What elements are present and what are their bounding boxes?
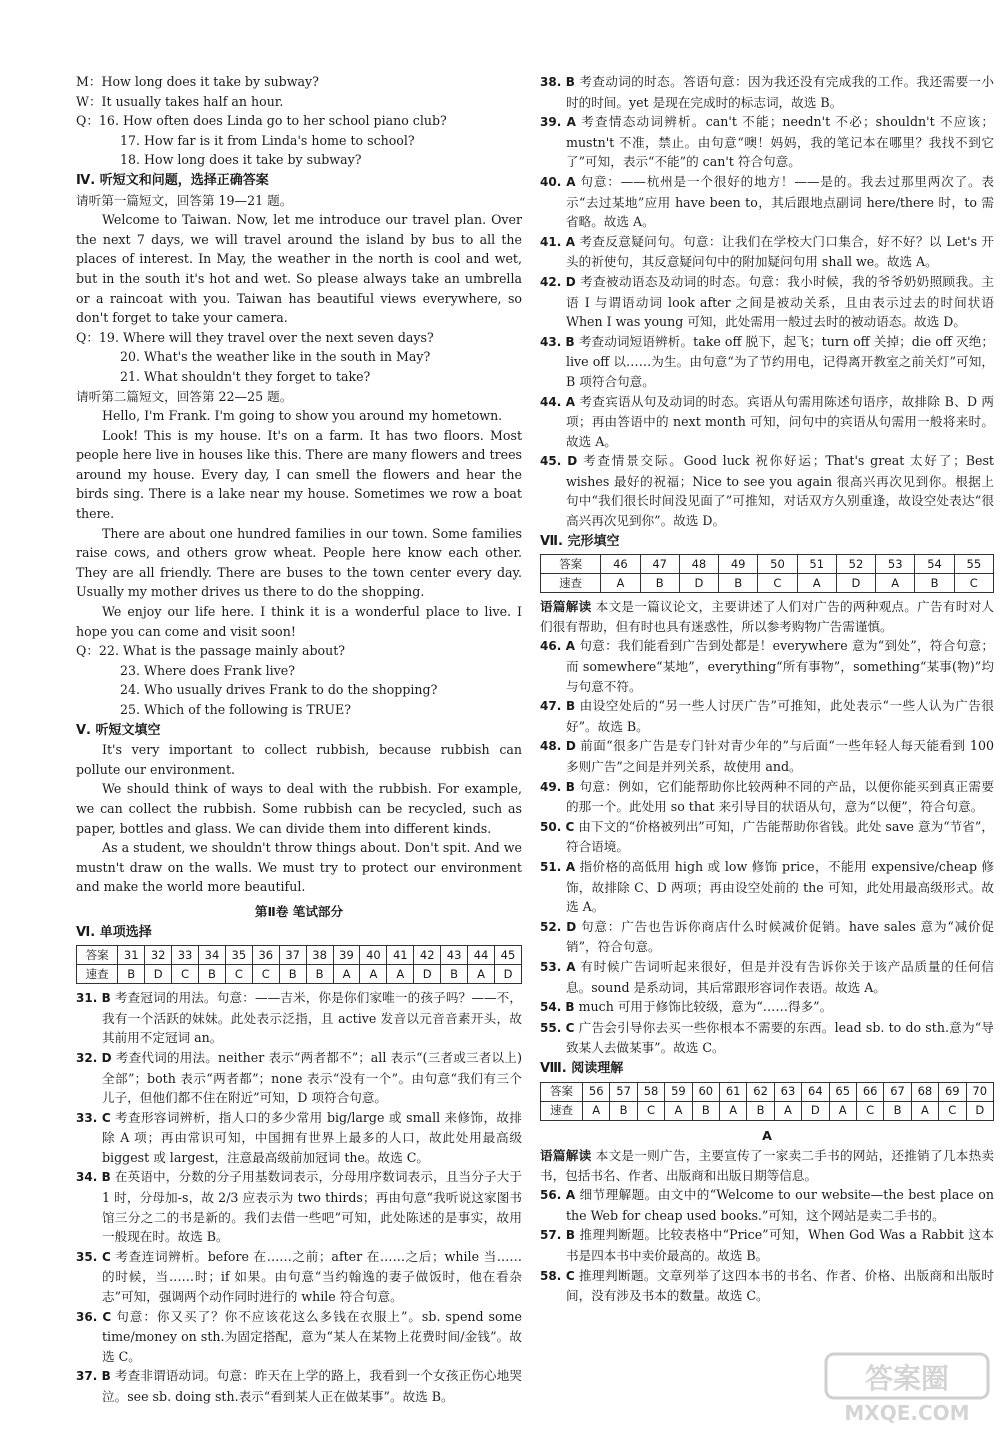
question-line: 18. How long does it take by subway? (120, 152, 362, 168)
table-cell: 速查 (541, 1101, 583, 1120)
passage-summary: 语篇解读 本文是一篇议论文，主要讲述了人们对广告的两种观点。广告有时对人们很有帮助，但有时也具有迷惑性，所以参考购物广告需谨慎。 (540, 599, 995, 634)
answer-explanation: 56. A 细节理解题。由文中的“Welcome to our website—the best place on the Web for cheap used books.”可知，这个网站是卖二手书的。 (540, 1187, 994, 1223)
answer-explanation: 40. A 句意：——杭州是一个很好的地方！——是的。我去过那里两次了。表示“去过某地”应用 have been to，其后跟地点副词 here/there 时，to 需省略。故选 A。 (540, 173, 994, 230)
answer-table-7 (540, 554, 994, 593)
table-cell: D (679, 574, 718, 593)
table-cell: D (494, 965, 521, 984)
answer-table-6 (76, 945, 522, 984)
answer-explanation: 54. B much 可用于修饰比较级，意为“……得多”。 (540, 999, 833, 1015)
answer-explanation: 41. A 考查反意疑问句。句意：让我们在学校大门口集合，好不好？以 Let's 开头的祈使句，其反意疑问句中的附加疑问句用 shall we。故选 A。 (540, 233, 994, 270)
section-5-para: It's very important to collect rubbish, because rubbish can pollute our environment. (76, 742, 522, 777)
table-cell: 40 (360, 946, 387, 965)
table-cell: D (836, 574, 875, 593)
table-cell: 速查 (77, 965, 118, 984)
answer-explanation: 46. A 句意：我们能看到广告到处都是！everywhere 意为“到处”，符合句意；而 somewhere“某地”，everything“所有事物”，something“某事(物)”均与句意不符。 (540, 638, 994, 694)
table-cell: 64 (802, 1082, 829, 1101)
question-line: 24. Who usually drives Frank to do the shopping? (120, 682, 438, 698)
table-cell: C (758, 574, 797, 593)
table-cell: C (252, 965, 279, 984)
logo-text: 答案圈 (864, 1362, 950, 1395)
table-cell: D (145, 965, 172, 984)
table-cell: 53 (876, 555, 915, 574)
passage-summary: 语篇解读 本文是一则广告，主要宣传了一家卖二手书的网站，还推销了几本热卖书，包括书名、作者、出版商和出版日期等信息。 (540, 1148, 995, 1183)
table-cell: B (719, 574, 758, 593)
question-line: 17. How far is it from Linda's home to school? (120, 132, 415, 148)
section-7-title: Ⅶ. 完形填空 (540, 533, 620, 549)
table-cell: 速查 (541, 574, 601, 593)
table-cell: C (856, 1101, 883, 1120)
question-line: 25. Which of the following is TRUE? (120, 702, 351, 717)
question-line: Q：16. How often does Linda go to her school piano club? (76, 113, 447, 129)
passage-1-intro: 请听第一篇短文，回答第 19—21 题。 (76, 192, 293, 208)
table-cell: 41 (387, 946, 414, 965)
table-answer-row (541, 574, 994, 593)
table-cell: 51 (797, 555, 836, 574)
table-answer-row (77, 965, 522, 984)
table-answer-row (541, 1101, 994, 1120)
table-cell: 70 (966, 1082, 994, 1101)
table-cell: 38 (306, 946, 333, 965)
table-cell: 33 (172, 946, 199, 965)
table-cell: 答案 (77, 946, 118, 965)
answer-explanation: 45. D 考查情景交际。Good luck 祝你好运；That's great 太好了；Best wishes 最好的祝福；Nice to see you again 很高兴再次见到你。根据上句中“我们很长时间没见面了”可推知，对话双方久别重逢，故设空处表达“很高兴再次见到你”。故选 D。 (540, 453, 994, 529)
table-cell: 63 (774, 1082, 801, 1101)
table-cell: C (225, 965, 252, 984)
table-cell: B (915, 574, 954, 593)
answer-explanation: 31. B 考查冠词的用法。句意：——吉米，你是你们家唯一的孩子吗？——不，我有一个活跃的妹妹。此处表示泛指，且 active 发音以元音音素开头，故其前用不定冠词 an。 (76, 990, 522, 1046)
table-cell: B (118, 965, 145, 984)
table-header-row (77, 946, 522, 965)
table-cell: 69 (939, 1082, 966, 1101)
table-cell: 44 (468, 946, 495, 965)
table-cell: 68 (911, 1082, 938, 1101)
table-cell: 57 (610, 1082, 637, 1101)
section-6-title: Ⅵ. 单项选择 (76, 924, 152, 940)
table-cell: C (172, 965, 199, 984)
table-cell: 67 (884, 1082, 911, 1101)
left-column (76, 72, 522, 1407)
table-cell: 答案 (541, 1082, 583, 1101)
table-cell: 39 (333, 946, 360, 965)
right-column (540, 72, 994, 1306)
watermark-logo (824, 1352, 990, 1424)
part-2-title: 第Ⅱ卷 笔试部分 (254, 903, 344, 919)
answer-explanation: 39. A 考查情态动词辨析。can't 不能；needn't 不必；shouldn't 不应该；mustn't 不准，禁止。由句意“噢！妈妈，我的笔记本在哪里？我找不到它了”可知，表示“不能”的 can't 符合句意。 (540, 114, 994, 170)
answer-explanation: 35. C 考查连词辨析。before 在……之前；after 在……之后；while 当……的时候，当……时；if 如果。由句意“当约翰逸的妻子做饭时，他在看杂志”可知，强调两个动作同时进行的 while 符合句意。 (76, 1248, 522, 1305)
section-4-title: Ⅳ. 听短文和问题，选择正确答案 (76, 172, 269, 188)
table-cell: A (774, 1101, 801, 1120)
table-cell: A (829, 1101, 856, 1120)
answer-explanation: 44. A 考查宾语从句及动词的时态。宾语从句需用陈述句语序，故排除 B、D 两项；再由答语中的 next month 可知，问句中的宾语从句需用一般将来时。故选 A。 (540, 393, 994, 449)
table-cell: 65 (829, 1082, 856, 1101)
section-5-para: We should think of ways to deal with the rubbish. For example, we can collect the rubbish. Some rubbish can be recycled, such as paper, bottles and glass. We can divide them into different kinds. (76, 781, 522, 836)
answer-explanation: 42. D 考查被动语态及动词的时态。句意：我小时候，我的爷爷奶奶照顾我。主语 I 与谓语动词 look after 之间是被动关系，且由表示过去的时间状语 When I was young 可知，此处需用一般过去时的被动语态。故选 D。 (540, 273, 994, 330)
table-cell: B (306, 965, 333, 984)
passage-a-label: A (762, 1127, 772, 1143)
dialog-line: W：It usually takes half an hour. (76, 93, 284, 109)
table-cell: 66 (856, 1082, 883, 1101)
table-cell: 42 (414, 946, 441, 965)
passage-2-para: Look! This is my house. It's on a farm. It has two floors. Most people here live in houses like this. There are many flowers and trees around my house. Every day, I can smell the flowers and hear the birds sing. There is a lake near my house. Sometimes we row a boat there. (76, 427, 522, 522)
table-cell: 59 (665, 1082, 692, 1101)
table-cell: 50 (758, 555, 797, 574)
question-line: Q：19. Where will they travel over the next seven days? (76, 329, 434, 345)
table-cell: B (747, 1101, 774, 1120)
table-cell: A (797, 574, 836, 593)
answer-explanation: 48. D 前面“很多广告是专门针对青少年的”与后面“一些年轻人每天能看到 100 多则广告”之间是并列关系，故使用 and。 (540, 738, 994, 774)
table-cell: A (468, 965, 495, 984)
table-cell: 49 (719, 555, 758, 574)
answer-explanation: 51. A 指价格的高低用 high 或 low 修饰 price，不能用 expensive/cheap 修饰，故排除 C、D 两项；再由设空处前的 the 可知，此处用最高级形式。故选 A。 (540, 858, 994, 915)
table-cell: 61 (719, 1082, 746, 1101)
answer-explanation: 36. C 句意：你又买了？你不应该花这么多钱在衣服上”。sb. spend some time/money on sth.为固定搭配，意为“某人在某物上花费时间/金钱”。故选 C。 (76, 1308, 522, 1364)
section-5-para: As a student, we shouldn't throw things about. Don't spit. And we mustn't draw on the walls. We must try to protect our environment and make the world more beautiful. (76, 840, 522, 895)
table-cell: A (665, 1101, 692, 1120)
table-cell: A (719, 1101, 746, 1120)
table-cell: B (884, 1101, 911, 1120)
table-cell: A (360, 965, 387, 984)
table-cell: 34 (199, 946, 226, 965)
table-cell: A (387, 965, 414, 984)
table-cell: 55 (954, 555, 993, 574)
answer-explanation: 38. B 考查动词的时态。答语句意：因为我还没有完成我的工作。我还需要一小时的时间。yet 是现在完成时的标志词，故选 B。 (540, 74, 994, 110)
question-line: 20. What's the weather like in the south in May? (120, 349, 431, 365)
table-cell: 45 (494, 946, 521, 965)
table-cell: A (601, 574, 640, 593)
answer-explanation: 33. C 考查形容词辨析，指人口的多少常用 big/large 或 small 来修饰，故排除 A 项；再由常识可知，中国拥有世界上最多的人口，故此处用最高级 biggest 或 largest，注意最高级前加冠词 the。故选 C。 (76, 1109, 522, 1165)
table-cell: B (441, 965, 468, 984)
table-cell: 54 (915, 555, 954, 574)
table-cell: 62 (747, 1082, 774, 1101)
table-cell: A (333, 965, 360, 984)
answer-explanation: 52. D 句意：广告也告诉你商店什么时候减价促销。have sales 意为“减价促销”，符合句意。 (540, 918, 994, 955)
answer-explanation: 47. B 由设空处后的“另一些人讨厌广告”可推知，此处表示“一些人认为广告很好”。故选 B。 (540, 698, 994, 734)
table-cell: 56 (583, 1082, 610, 1101)
table-header-row (541, 1082, 994, 1101)
passage-1-text: Welcome to Taiwan. Now, let me introduce our travel plan. Over the next 7 days, we will travel around the island by bus to all the places of interest. In May, the weather in the north is cool and wet, but in the south it's hot and wet. So please always take an umbrella or a raincoat with you. Taiwan has beautiful views everywhere, so don't forget to take your camera. (76, 212, 522, 326)
dialog-line: M：How long does it take by subway? (76, 74, 319, 89)
answer-table-8 (540, 1082, 994, 1121)
table-cell: 35 (225, 946, 252, 965)
table-cell: B (692, 1101, 719, 1120)
answer-explanation: 55. C 广告会引导你去买一些你根本不需要的东西。lead sb. to do sth.意为“导致某人去做某事”。故选 C。 (540, 1019, 994, 1056)
question-line: 21. What shouldn't they forget to take? (120, 368, 371, 384)
section-5-title: Ⅴ. 听短文填空 (76, 722, 161, 738)
question-line: Q：22. What is the passage mainly about? (76, 643, 346, 659)
table-cell: 36 (252, 946, 279, 965)
table-cell: 52 (836, 555, 875, 574)
answer-explanation: 43. B 考查动词短语辨析。take off 脱下，起飞；turn off 关掉；die off 灭绝；live off 以……为生。由句意“为了节约用电，记得离开教室之前关灯”可知，B 项符合句意。 (540, 333, 994, 389)
table-cell: 答案 (541, 555, 601, 574)
table-cell: C (954, 574, 993, 593)
table-cell: 60 (692, 1082, 719, 1101)
table-cell: D (802, 1101, 829, 1120)
table-cell: C (939, 1101, 966, 1120)
table-header-row (541, 555, 994, 574)
question-line: 23. Where does Frank live? (120, 662, 295, 678)
table-cell: 37 (279, 946, 306, 965)
table-cell: 58 (637, 1082, 664, 1101)
answer-explanation: 58. C 推理判断题。文章列举了这四本书的书名、作者、价格、出版商和出版时间，没有涉及书本的数量。故选 C。 (540, 1267, 994, 1304)
table-cell: 46 (601, 555, 640, 574)
answer-explanation: 50. C 由下文的“价格被列出”可知，广告能帮助你省钱。此处 save 意为“节省”，符合语境。 (540, 818, 994, 855)
passage-2-para: We enjoy our life here. I think it is a wonderful place to live. I hope you can come and visit soon! (76, 604, 522, 639)
passage-2-para: There are about one hundred families in our town. Some families raise cows, and others grow wheat. People here know each other. They are all friendly. There are buses to the town center every day. Usually my mother drives us there to do the shopping. (76, 525, 522, 600)
table-cell: A (583, 1101, 610, 1120)
table-cell: D (414, 965, 441, 984)
table-cell: A (911, 1101, 938, 1120)
answer-explanation: 34. B 在英语中，分数的分子用基数词表示，分母用序数词表示，且当分子大于 1 时，分母加-s，故 2/3 应表示为 two thirds；再由句意“我听说这家图书馆三分之二的书是新的。我们去借一些吧”可知，此处陈述的是事实，故用一般现在时。故选 B。 (76, 1169, 522, 1245)
table-cell: 43 (441, 946, 468, 965)
table-cell: A (876, 574, 915, 593)
table-cell: B (640, 574, 679, 593)
table-cell: D (966, 1101, 994, 1120)
table-cell: 32 (145, 946, 172, 965)
table-cell: B (610, 1101, 637, 1120)
table-cell: B (279, 965, 306, 984)
table-cell: 31 (118, 946, 145, 965)
table-cell: B (199, 965, 226, 984)
table-cell: 47 (640, 555, 679, 574)
logo-domain: MXQE.COM (844, 1401, 970, 1424)
answer-explanation: 57. B 推理判断题。比较表格中“Price”可知，When God Was a Rabbit 这本书是四本书中卖价最高的。故选 B。 (540, 1227, 994, 1264)
passage-2-para: Hello, I'm Frank. I'm going to show you around my hometown. (102, 408, 503, 424)
answer-explanation: 53. A 有时候广告词听起来很好，但是并没有告诉你关于该产品质量的任何信息。sound 是系动词，其后常跟形容词作表语。故选 A。 (540, 958, 994, 995)
table-cell: C (637, 1101, 664, 1120)
answer-explanation: 49. B 句意：例如，它们能帮助你比较两种不同的产品，以便你能买到真正需要的那一个。此处用 so that 来引导目的状语从句，意为“以便”，符合句意。 (540, 778, 994, 815)
table-cell: 48 (679, 555, 718, 574)
answer-explanation: 32. D 考查代词的用法。neither 表示“两者都不”；all 表示“(三者或三者以上)全部”；both 表示“两者都”；none 表示“没有一个”。由句意“我们有三个儿子，但他们都不住在附近”可知，D 项符合句意。 (76, 1049, 522, 1106)
answer-explanation: 37. B 考查非谓语动词。句意：昨天在上学的路上，我看到一个女孩正伤心地哭泣。see sb. doing sth.表示“看到某人正在做某事”。故选 B。 (76, 1368, 522, 1404)
passage-2-intro: 请听第二篇短文，回答第 22—25 题。 (76, 388, 293, 404)
section-8-title: Ⅷ. 阅读理解 (540, 1060, 624, 1076)
